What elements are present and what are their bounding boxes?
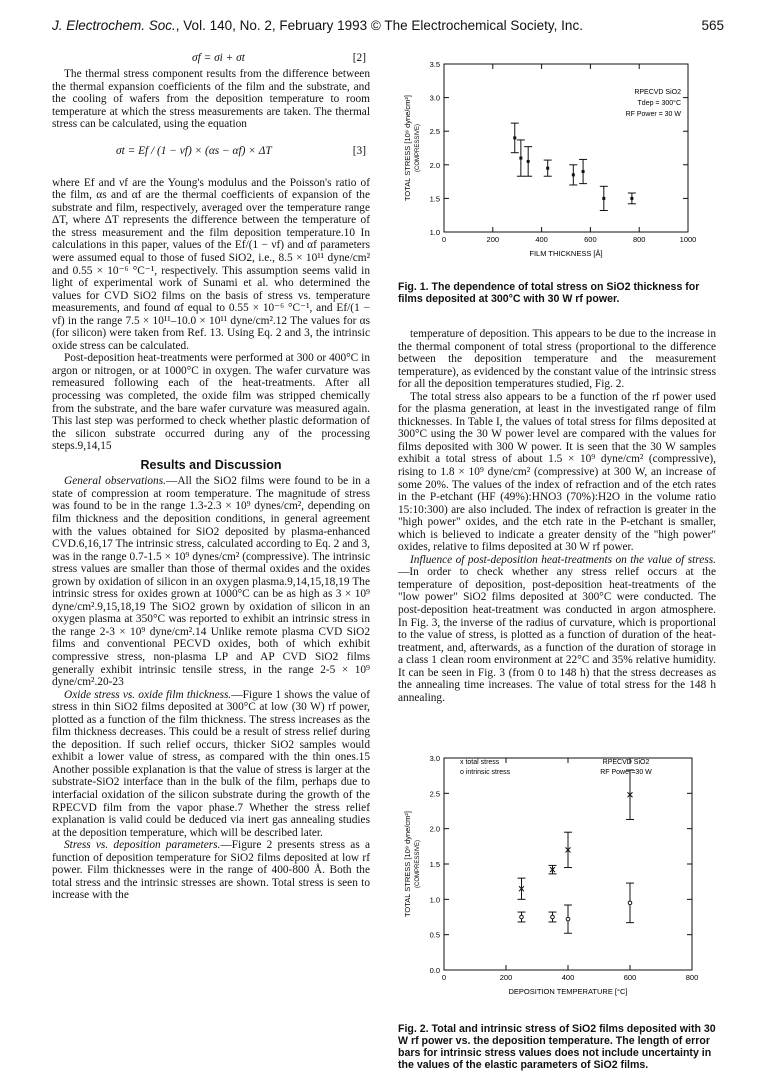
data-point xyxy=(520,915,524,919)
paragraph xyxy=(52,475,370,688)
section-heading: Results and Discussion xyxy=(140,457,282,472)
data-point xyxy=(602,197,605,200)
x-tick-label: 200 xyxy=(486,235,500,244)
paragraph xyxy=(52,839,370,902)
y-tick-label: 3.0 xyxy=(429,754,440,763)
run-in-heading: Influence of post-deposition heat-treatments on the value of stress. xyxy=(410,553,716,566)
figure-1-chart xyxy=(398,52,718,277)
x-tick-label: 800 xyxy=(685,973,699,982)
paragraph: Post-deposition heat-treatments were performed at 300 or 400°C in argon or nitrogen, or at 1000°C in oxygen. The wafer curvature was remeasured following each of the heat-treatments. After all processing was completed, the oxide film was stripped chemically from the substrate, and the bare wafer curvature was measured again. This last step was performed to check whether plastic deformation of the silicon substrate occurred during any of the processing steps.9,14,15 xyxy=(52,352,370,453)
y-tick-label: 1.5 xyxy=(429,194,440,204)
x-axis-label: FILM THICKNESS [Å] xyxy=(529,249,603,258)
equation-3-number: [3] xyxy=(352,144,366,157)
data-point xyxy=(551,915,555,919)
y-tick-label: 2.0 xyxy=(429,824,440,834)
x-axis-label: DEPOSITION TEMPERATURE [°C] xyxy=(508,987,628,996)
y-tick-label: 2.5 xyxy=(429,789,440,799)
x-tick-label: 600 xyxy=(623,973,637,982)
figure-1-caption: Fig. 1. The dependence of total stress on SiO2 thickness for films deposited at 300°C with 30 W rf power. xyxy=(398,281,700,305)
paragraph: where Ef and νf are the Young's modulus and the Poisson's ratio of the film, αs and αf are the thermal coefficients of expansion of the substrate and film, respectively, averaged over the temperature range ΔT, where ΔT represents the difference between the temperature of the stress measurement and the film deposition temperature.10 In calculations in this paper, values of the Ef/(1 − νf) and αf parameters were assumed equal to those of fused SiO2, i.e., 8.5 × 10¹¹ dyne/cm² and 0.55 × 10⁻⁶ °C⁻¹, respectively. This assumption seems valid in light of experimental work of Sunami et al. who determined the values for CVD SiO2 films on the basis of stress vs. temperature measurements, and found αf equal to 0.55 × 10⁻⁶ °C⁻¹, and Ef/(1 − νf) in the range 7.5 × 10¹¹–10.0 × 10¹¹ dyne/cm².12 The values for αs (for silicon) were taken from Ref. 13. Using Eq. 2 and 3, the intrinsic oxide stress can be calculated. xyxy=(52,176,370,352)
data-point xyxy=(628,901,632,905)
y-tick-label: 0.5 xyxy=(429,930,440,940)
journal-citation: , Vol. 140, No. 2, February 1993 © The Electrochemical Society, Inc. xyxy=(175,18,583,33)
data-point xyxy=(566,917,570,921)
legend-line: RF Power = 30 W xyxy=(625,111,681,118)
equation-2-number: [2] xyxy=(352,52,366,64)
figure-2-caption: Fig. 2. Total and intrinsic stress of SiO2 films deposited with 30 W rf power vs. the deposition temperature. The length of error bars for intrinsic stress values does not include uncertainty in the values of the elastic parameters of SiO2 films. xyxy=(398,1023,716,1071)
x-tick-label: 0 xyxy=(441,235,447,244)
left-column xyxy=(52,52,370,902)
data-point xyxy=(513,136,516,139)
y-tick-label: 3.5 xyxy=(429,60,440,69)
y-tick-label: 2.0 xyxy=(429,160,440,170)
y-tick-label: 1.0 xyxy=(429,228,440,237)
legend-line: RPECVD SiO2 xyxy=(634,89,681,96)
legend-series-total: x total stress xyxy=(460,759,500,766)
paragraph xyxy=(52,689,370,840)
x-tick-label: 0 xyxy=(441,973,447,982)
y-tick-label: 1.0 xyxy=(429,895,440,905)
y-tick-label: 1.5 xyxy=(429,860,440,869)
run-in-heading: Stress vs. deposition parameters. xyxy=(64,839,221,852)
y-axis-sublabel: (COMPRESSIVE) xyxy=(415,123,421,173)
right-column xyxy=(398,328,716,704)
journal-name: J. Electrochem. Soc. xyxy=(52,18,176,33)
y-tick-label: 0.0 xyxy=(429,966,440,975)
y-axis-label: TOTAL STRESS [10⁹ dyne/cm²] xyxy=(403,94,412,202)
legend-line: Tdep = 300°C xyxy=(637,100,681,107)
y-axis-sublabel: (COMPRESSIVE) xyxy=(415,839,421,889)
y-axis-label: TOTAL STRESS [10⁹ dyne/cm²] xyxy=(403,810,412,918)
x-tick-label: 600 xyxy=(584,235,597,244)
paragraph-text: —All the SiO2 films were found to be in a state of compression at room temperature. The magnitude of stress was found to be in the range 1.3-2.3 × 10⁹ dynes/cm², depending on film thickness and the deposition conditions, in general agreement with the values obtained for SiO2 deposited by plasma-enhanced CVD.6,16,17 The intrinsic stress, calculated according to Eq. 2 and 3, was in the range 0.7-1.5 × 10⁹ dynes/cm² (compressive). The intrinsic stress values are smaller than those of thermal oxides and the oxides grown by oxidation of silicon in an oxygen plasma.9,14,15,18,19 The intrinsic stress for oxides grown at 1000°C can be as high as 3 × 10⁹ dyne/cm².9,15,18,19 The SiO2 grown by oxidation of silicon in an oxygen plasma at 350°C was reported to exhibit an intrinsic stress in the range 2-3 × 10⁹ dyne/cm².14 Unlike remote plasma CVD SiO2 films and conventional PECVD oxides, both of which exhibit compressive stress, non-plasma LP and AP CVD SiO2 films generally exhibit intrinsic tensile stress, in the range 2-5 × 10⁹ dyne/cm².20-23 xyxy=(52,475,370,689)
x-tick-label: 800 xyxy=(632,235,646,244)
paragraph-text: —Figure 2 presents stress as a function of deposition temperature for SiO2 films deposited at low rf power. Film thicknesses were in the range of 400-800 Å. Both the total stress and the intrinsic stresses are shown. Total stress is seen to increase with the xyxy=(52,839,370,902)
running-header xyxy=(52,18,724,38)
y-tick-label: 3.0 xyxy=(429,93,440,103)
x-tick-label: 200 xyxy=(499,973,513,982)
equation-3 xyxy=(52,131,370,177)
data-point xyxy=(572,173,575,176)
figure-2-chart xyxy=(398,752,718,1014)
x-tick-label: 400 xyxy=(561,973,575,982)
paragraph-text: —In order to check whether any stress relief occurs at the temperature of deposition, post-deposition heat-treatments of the "low power" SiO2 films deposited at 300°C were conducted. The post-deposition heat-treatment was conducted in argon atmosphere. In Fig. 3, the inverse of the radius of curvature, which is proportional to the value of stress, is plotted as a function of duration of the heat-treatment, and, afterwards, as a function of the duration of storage in a class 1 clean room environment at 22°C and 35% relative humidity. It can be seen in Fig. 3 (from 0 to 148 h) that the stress decreases as the annealing time increases. The value of total stress for the 148 h annealing. xyxy=(398,566,716,704)
data-point xyxy=(519,157,522,160)
paragraph: temperature of deposition. This appears to be due to the increase in the thermal component of total stress (proportional to the difference between the deposition temperature and the measurement temperature), as evidenced by the constant value of the intrinsic stress for all the deposition temperatures studied, Fig. 2. xyxy=(398,328,716,391)
paragraph-text: —Figure 1 shows the value of stress in thin SiO2 films deposited at 300°C at low (30 W) rf power, plotted as a function of the film thickness. The stress increases as the film thickness decreases. This could be a result of stress relief during the deposition. If such relief occurs, thicker SiO2 samples would exhibit a lower value of stress, as compared with the thin ones.15 Another possible explanation is that the value of stress is larger at the substrate-SiO2 interface than in the bulk of the film, perhaps due to interfacial oxidation of the silicon substrate during the growth of the RPECVD film from the vapor phase.7 Whether the stress relief explanation is valid could be deduced via inert gas annealing studies at the deposition temperature, which will be described later. xyxy=(52,688,370,839)
x-tick-label: 1000 xyxy=(679,235,697,244)
x-tick-label: 400 xyxy=(535,235,548,244)
data-point xyxy=(582,170,585,173)
legend-series-intrinsic: o intrinsic stress xyxy=(460,769,511,776)
y-tick-label: 2.5 xyxy=(429,127,440,137)
legend-note: RPECVD SiO2 xyxy=(602,759,650,766)
legend-note: RF Power=30 W xyxy=(600,769,652,776)
paragraph: The thermal stress component results from the difference between the thermal expansion coefficients of the film and the substrate, and the cooling of wafers from the deposition temperature to room temperature at which the stress measurements are taken. The thermal stress can be calculated, using the equation xyxy=(52,68,370,131)
equation-2 xyxy=(52,52,370,68)
paragraph xyxy=(398,554,716,705)
paragraph: The total stress also appears to be a function of the rf power used for the plasma generation, at least in the investigated range of film thicknesses. In Table I, the values of total stress for films deposited at 300°C using the 30 W power level are compared with the values for films deposited with 300 W power. It is seen that the 30 W samples exhibit a total stress of about 1.5 × 10⁹ dyne/cm² (compressive), rising to 1.8 × 10⁹ dyne/cm² (compressive) at 300 W, an increase of some 20%. The values of the index of refraction and of the etch rates in the P-etchant (HF (49%):HNO3 (70%):H2O in the volume ratio 15:10:300) are also included. The index of refraction is greater in the "high power" oxides, and the etch rate in the P-etchant is smaller, which is believed to indicate a greater density of the "high power" oxides, relative to films deposited at 30 W rf power. xyxy=(398,390,716,554)
equation-2-body: σf = σi + σt xyxy=(192,52,245,64)
run-in-heading: Oxide stress vs. oxide film thickness. xyxy=(64,688,232,701)
page-number: 565 xyxy=(701,18,724,33)
data-point xyxy=(630,197,633,200)
data-point xyxy=(527,160,530,163)
run-in-heading: General observations. xyxy=(64,475,166,488)
data-point xyxy=(546,167,549,170)
equation-3-body: σt = Ef / (1 − νf) × (αs − αf) × ΔT xyxy=(116,144,272,157)
